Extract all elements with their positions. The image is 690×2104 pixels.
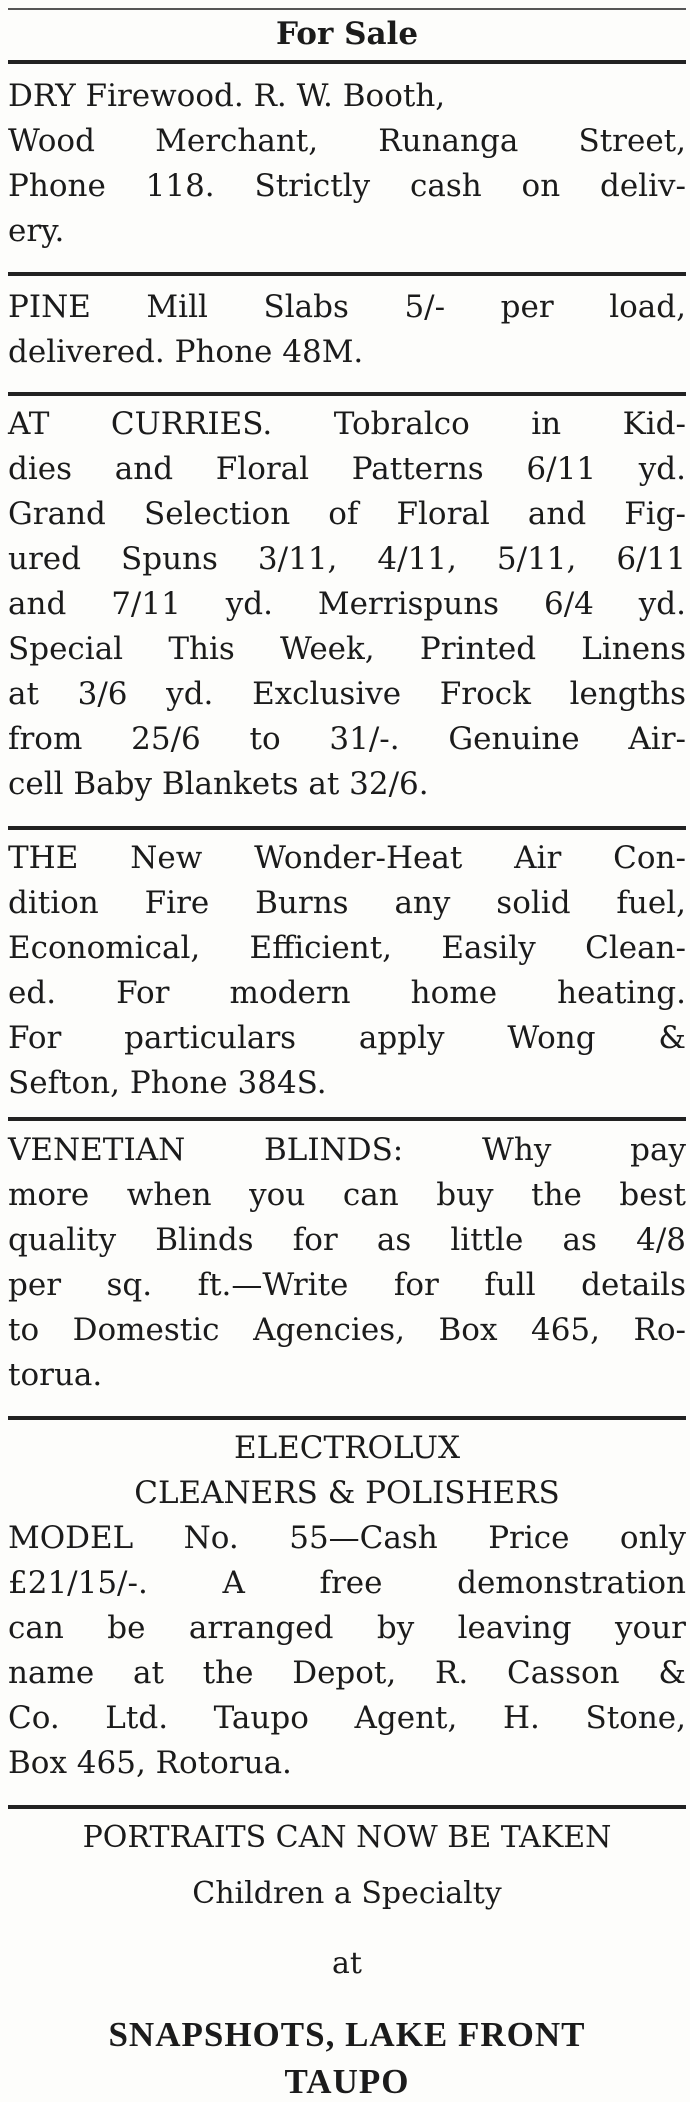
divider-rule [8,1416,686,1420]
ad-line: Grand Selection of Floral and Fig- [8,496,686,532]
ad-line: Co. Ltd. Taupo Agent, H. Stone, [8,1700,686,1736]
ad-title: PORTRAITS CAN NOW BE TAKEN [82,1820,612,1855]
ad-curries [8,402,686,807]
ad-line: Phone 118. Strictly cash on deliv- [8,168,686,204]
ad-line: ed. For modern home heating. [8,975,686,1011]
ad-line: Box 465, Rotorua. [8,1745,292,1781]
ad-line: per sq. ft.—Write for full details [8,1267,686,1303]
ad-line: Economical, Efficient, Easily Clean- [8,930,686,966]
divider-rule [8,826,686,830]
ad-line: THE New Wonder-Heat Air Con- [8,840,686,876]
ad-line: ery. [8,213,65,249]
ad-line: dition Fire Burns any solid fuel, [8,885,686,921]
ad-line: Sefton, Phone 384S. [8,1065,327,1101]
ad-snapshots [8,1814,686,2104]
ad-place: TAUPO [284,2062,410,2101]
ad-at: at [332,1946,362,1981]
ad-line: Wood Merchant, Runanga Street, [8,123,686,159]
ad-subtitle: CLEANERS & POLISHERS [134,1475,560,1511]
divider-rule [8,392,686,396]
divider-rule [8,1805,686,1809]
ad-line: quality Blinds for as little as 4/8 [8,1222,686,1258]
ad-line: VENETIAN BLINDS: Why pay [8,1132,686,1168]
ad-subtitle: Children a Specialty [192,1876,502,1911]
ad-line [8,74,686,119]
ad-text: DRY Firewood. R. W. Booth, [8,78,446,114]
ad-line: ured Spuns 3/11, 4/11, 5/11, 6/11 [8,541,686,577]
ad-line: can be arranged by leaving your [8,1610,686,1646]
section-heading: For Sale [275,16,419,52]
ad-pine-slabs [8,285,686,375]
ad-electrolux [8,1426,686,1786]
ad-line: at 3/6 yd. Exclusive Frock lengths [8,676,686,712]
ad-line: Special This Week, Printed Linens [8,631,686,667]
ad-line: delivered. Phone 48M. [8,334,364,370]
top-rule [8,8,686,10]
ad-line: MODEL No. 55—Cash Price only [8,1520,686,1556]
ad-line: from 25/6 to 31/-. Genuine Air- [8,721,686,757]
ad-line: more when you can buy the best [8,1177,686,1213]
ad-line: name at the Depot, R. Casson & [8,1655,686,1691]
ad-title: ELECTROLUX [233,1430,461,1466]
ad-wonder-heat [8,836,686,1106]
divider-rule [8,272,686,276]
ad-venetian-blinds [8,1128,686,1398]
divider-rule [8,1117,686,1121]
ad-line: and 7/11 yd. Merrispuns 6/4 yd. [8,586,686,622]
ad-business-name: SNAPSHOTS, LAKE FRONT [108,2015,586,2054]
ad-line: £21/15/-. A free demonstration [8,1565,686,1601]
ad-line: torua. [8,1357,103,1393]
divider-rule [8,60,686,64]
ad-line: For particulars apply Wong & [8,1020,686,1056]
ad-line: PINE Mill Slabs 5/- per load, [8,289,686,325]
ad-line: dies and Floral Patterns 6/11 yd. [8,451,686,487]
ad-line: cell Baby Blankets at 32/6. [8,766,429,802]
ad-line: to Domestic Agencies, Box 465, Ro- [8,1312,686,1348]
ad-line: AT CURRIES. Tobralco in Kid- [8,406,686,442]
ad-firewood [8,74,686,254]
